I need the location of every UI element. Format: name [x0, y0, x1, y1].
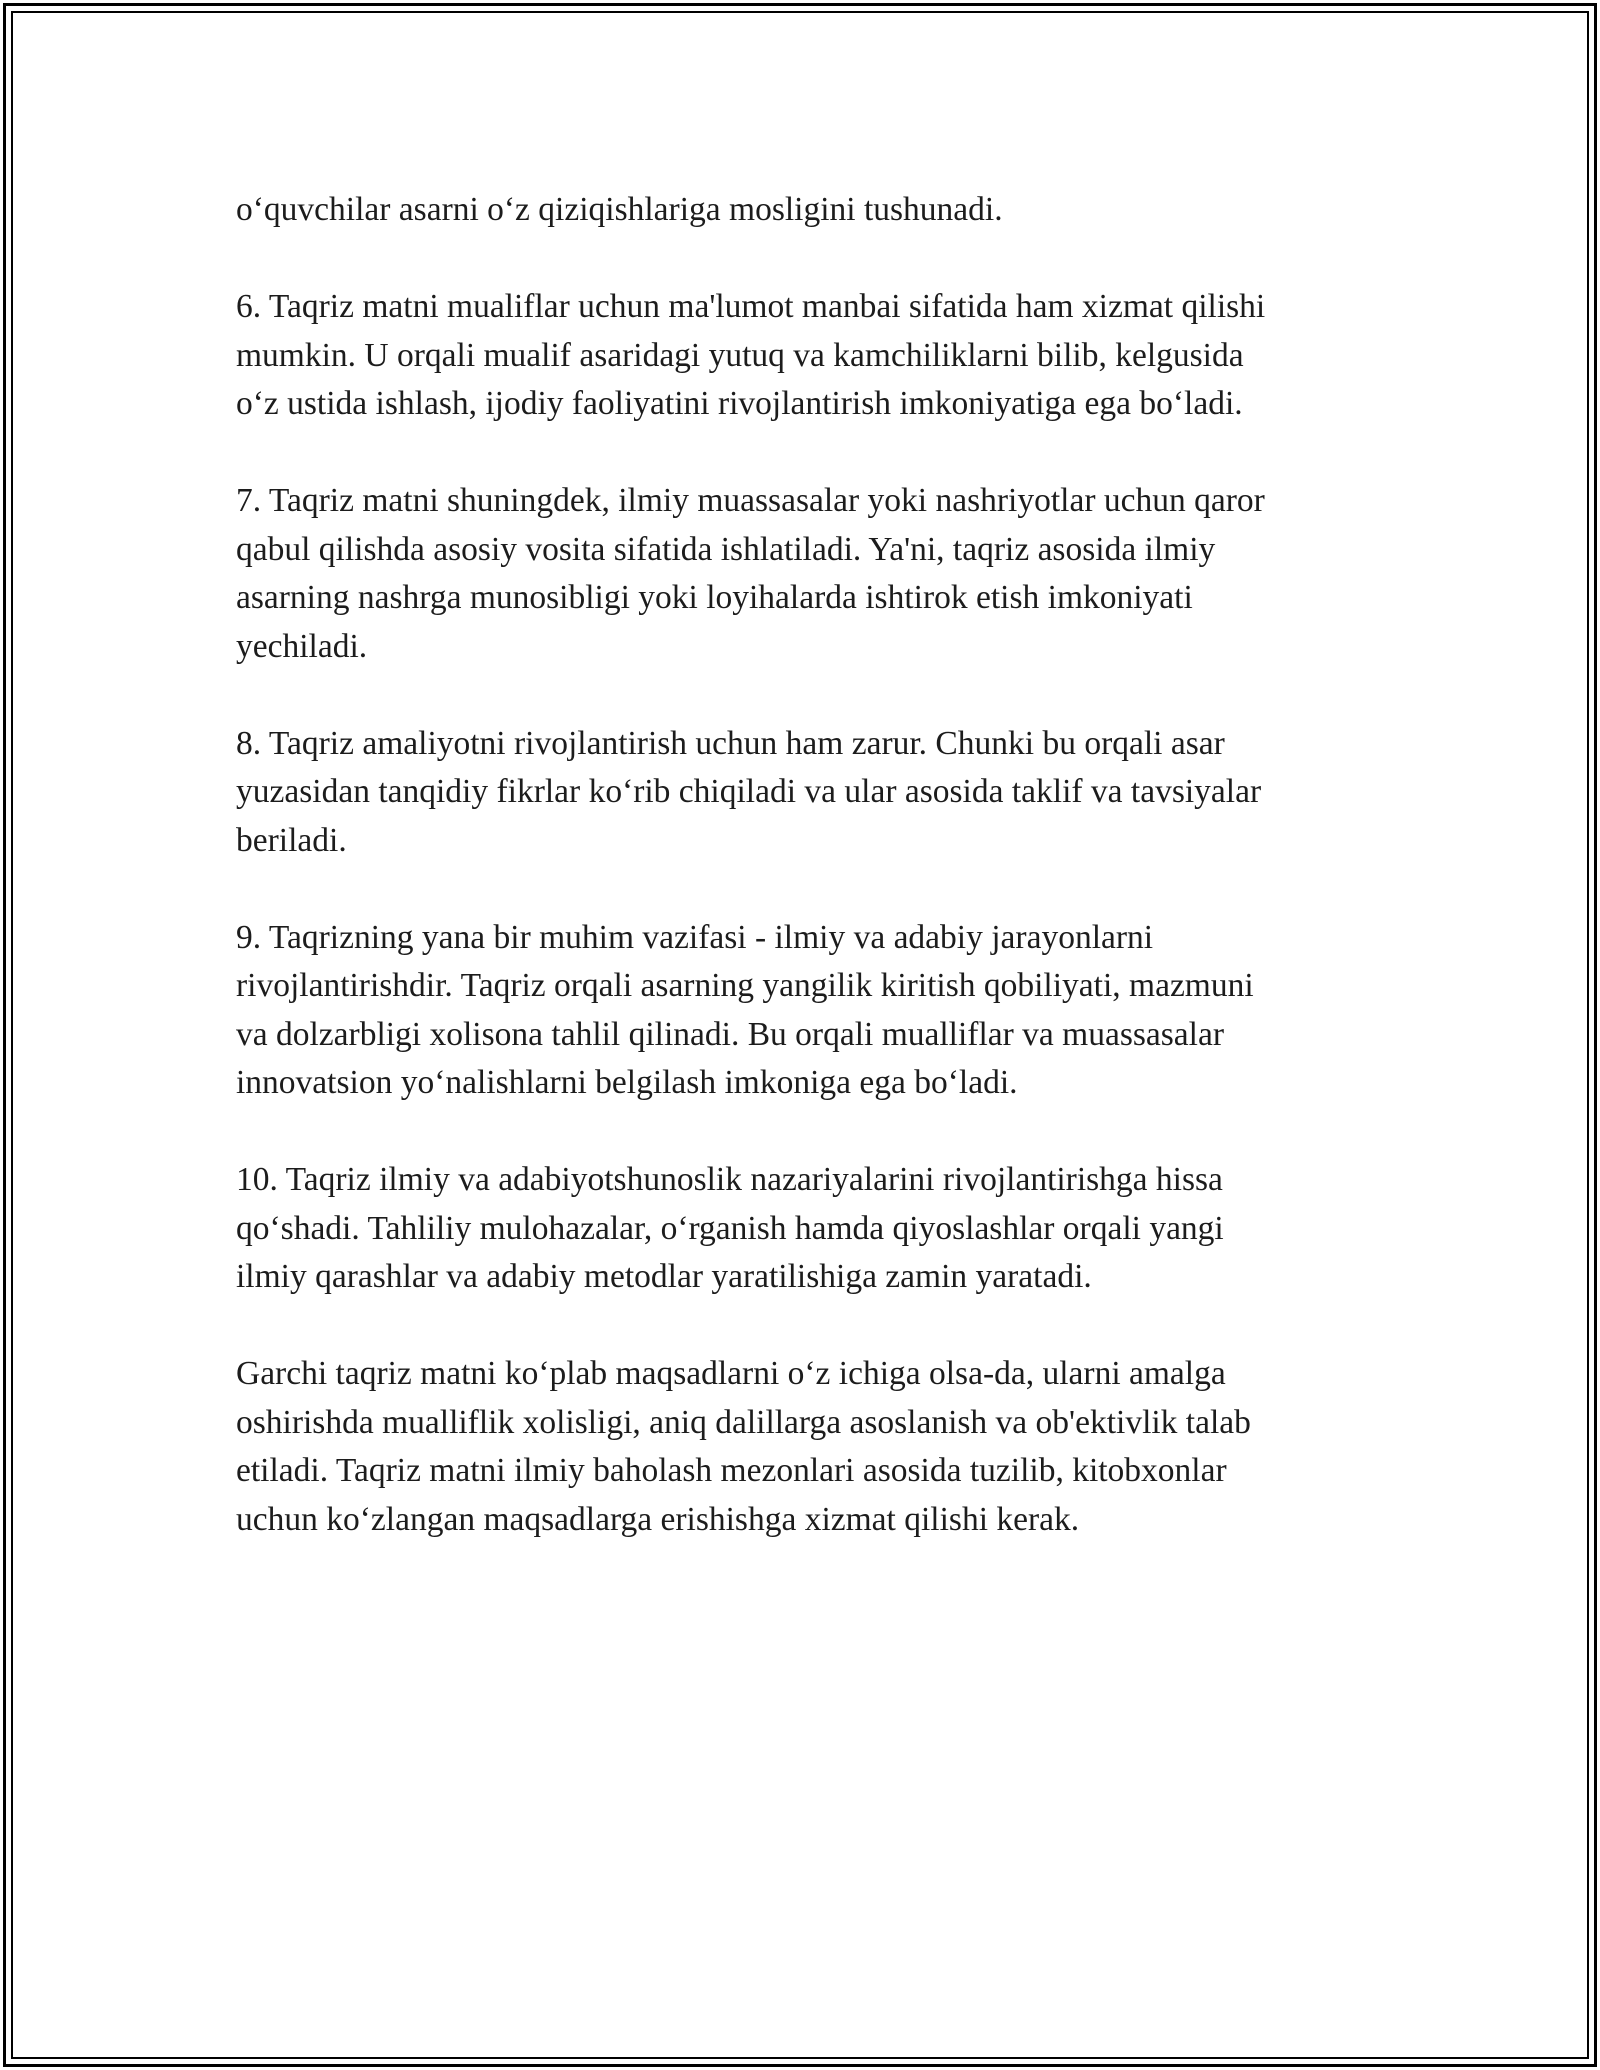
paragraph-conclusion: [236, 1350, 1376, 1544]
paragraph-item-10: [236, 1156, 1376, 1302]
text-line: 10. Taqriz ilmiy va adabiyotshunoslik nazariyalarini rivojlantirishga hissa: [236, 1161, 1223, 1198]
text-line: yechiladi.: [236, 627, 368, 665]
text-line: innovatsion yo‘nalishlarni belgilash imkoniga ega bo‘ladi.: [236, 1064, 1018, 1101]
paragraph-intro-tail: [236, 186, 1376, 235]
text-line: rivojlantirishdir. Taqriz orqali asarning yangilik kiritish qobiliyati, mazmuni: [236, 967, 1254, 1004]
paragraph-item-8: [236, 720, 1376, 866]
text-line: oshirishda mualliflik xolisligi, aniq dalillarga asoslanish va ob'ektivlik talab: [236, 1403, 1251, 1441]
paragraph-item-6: [236, 283, 1376, 429]
text-line: qabul qilishda asosiy vosita sifatida ishlatiladi. Ya'ni, taqriz asosida ilmiy: [236, 530, 1216, 568]
paragraph-item-9: [236, 914, 1376, 1108]
text-line: va dolzarbligi xolisona tahlil qilinadi. Bu orqali mualliflar va muassasalar: [236, 1015, 1225, 1053]
text-line: o‘z ustida ishlash, ijodiy faoliyatini rivojlantirish imkoniyatiga ega bo‘ladi.: [236, 385, 1243, 422]
text-line: beriladi.: [236, 821, 347, 859]
text-line: 9. Taqrizning yana bir muhim vazifasi - ilmiy va adabiy jarayonlarni: [236, 918, 1154, 956]
text-line: Garchi taqriz matni ko‘plab maqsadlarni o‘z ichiga olsa-da, ularni amalga: [236, 1355, 1226, 1392]
text-line: yuzasidan tanqidiy fikrlar ko‘rib chiqiladi va ular asosida taklif va tavsiyalar: [236, 773, 1262, 810]
text-line: 6. Taqriz matni mualiflar uchun ma'lumot manbai sifatida ham xizmat qilishi: [236, 288, 1266, 325]
text-line: etiladi. Taqriz matni ilmiy baholash mezonlari asosida tuzilib, kitobxonlar: [236, 1452, 1227, 1489]
text-line: ilmiy qarashlar va adabiy metodlar yaratilishiga zamin yaratadi.: [236, 1258, 1092, 1295]
text-line: 8. Taqriz amaliyotni rivojlantirish uchun ham zarur. Chunki bu orqali asar: [236, 724, 1225, 762]
text-line: uchun ko‘zlangan maqsadlarga erishishga xizmat qilishi kerak.: [236, 1500, 1080, 1538]
text-line: asarning nashrga munosibligi yoki loyihalarda ishtirok etish imkoniyati: [236, 579, 1193, 616]
text-line: qo‘shadi. Tahliliy mulohazalar, o‘rganish hamda qiyoslashlar orqali yangi: [236, 1209, 1224, 1247]
paragraph-item-7: [236, 477, 1376, 671]
text-line: mumkin. U orqali mualif asaridagi yutuq va kamchiliklarni bilib, kelgusida: [236, 336, 1244, 374]
text-line: 7. Taqriz matni shuningdek, ilmiy muassasalar yoki nashriyotlar uchun qaror: [236, 482, 1265, 519]
text-line: o‘quvchilar asarni o‘z qiziqishlariga mosligini tushunadi.: [236, 191, 1003, 228]
document-body: [236, 186, 1376, 1593]
